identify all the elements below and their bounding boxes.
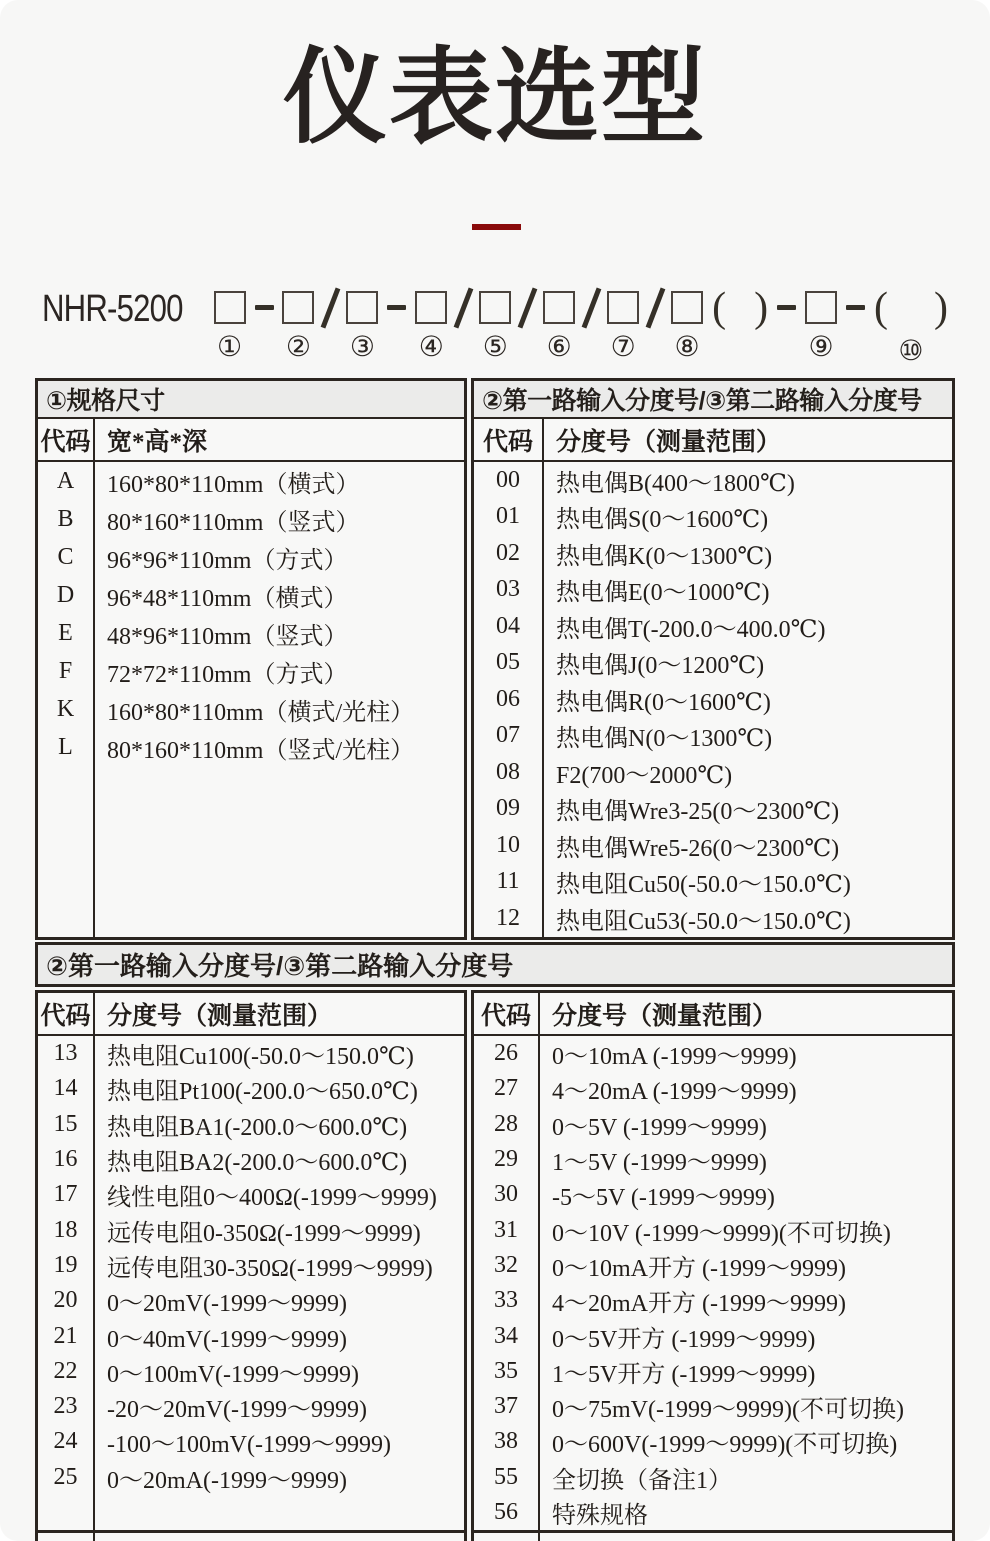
code-box bbox=[214, 291, 246, 324]
code-cell: 24 bbox=[53, 1428, 78, 1455]
model-unit bbox=[282, 288, 314, 362]
column-header-row bbox=[38, 419, 464, 462]
table-bottom-rule bbox=[38, 1530, 464, 1533]
label-cell: 80*160*110mm（竖式） bbox=[107, 509, 360, 536]
model-unit bbox=[543, 288, 575, 362]
table-row bbox=[474, 791, 952, 828]
label-cell: 热电偶R(0～1600℃) bbox=[556, 689, 771, 716]
model-unit bbox=[255, 288, 274, 348]
separator-slash-icon bbox=[323, 288, 337, 328]
code-box bbox=[282, 291, 314, 324]
model-unit bbox=[346, 288, 378, 362]
table-row bbox=[474, 1460, 952, 1495]
table-row bbox=[38, 500, 464, 538]
table-row bbox=[474, 1318, 952, 1353]
code-cell: 31 bbox=[494, 1216, 518, 1243]
label-cell: 72*72*110mm（方式） bbox=[107, 661, 348, 688]
slash-bar bbox=[581, 287, 601, 328]
label-cell: 热电偶N(0～1300℃) bbox=[556, 726, 773, 753]
model-unit bbox=[671, 288, 703, 362]
table-row bbox=[38, 1283, 464, 1318]
position-number: ⑨ bbox=[808, 332, 834, 363]
position-number: ④ bbox=[418, 332, 444, 363]
label-column-header: 分度号（测量范围） bbox=[552, 1002, 778, 1030]
input1-table-rows bbox=[474, 462, 952, 937]
code-cell: 22 bbox=[53, 1357, 78, 1384]
label-cell: 0～20mV(-1999～9999) bbox=[107, 1291, 347, 1318]
code-box bbox=[415, 291, 447, 324]
label-cell: F2(700～2000℃) bbox=[556, 762, 733, 789]
spec-size-table-header: ①规格尺寸 bbox=[38, 381, 464, 419]
code-cell: 35 bbox=[494, 1357, 518, 1384]
input-range-table-bottom-right-columns bbox=[474, 993, 952, 1541]
position-number: ① bbox=[216, 332, 243, 363]
separator-slash-icon bbox=[648, 288, 662, 328]
label-cell: 热电阻Cu53(-50.0～150.0℃) bbox=[556, 908, 851, 935]
code-cell: L bbox=[58, 733, 73, 760]
position-number: ⑥ bbox=[546, 332, 572, 363]
code-cell: 33 bbox=[494, 1287, 518, 1314]
label-cell: 特殊规格 bbox=[552, 1503, 648, 1529]
code-cell: 16 bbox=[53, 1146, 78, 1173]
table-row bbox=[474, 718, 952, 755]
separator-slash-icon bbox=[584, 288, 598, 328]
model-prefix-wrap bbox=[42, 288, 214, 330]
table-bottom-rule bbox=[474, 1530, 952, 1533]
label-cell: -100～100mV(-1999～9999) bbox=[107, 1432, 391, 1459]
model-unit bbox=[607, 288, 639, 362]
label-cell: 1～5V (-1999～9999) bbox=[552, 1150, 767, 1177]
section2 bbox=[35, 990, 955, 1541]
separator-dash-icon bbox=[387, 305, 406, 310]
code-box bbox=[805, 291, 837, 324]
label-cell: 热电偶B(400～1800℃) bbox=[556, 470, 795, 497]
label-cell: 热电偶T(-200.0～400.0℃) bbox=[556, 616, 826, 643]
table-row bbox=[38, 1177, 464, 1212]
table-row bbox=[38, 1389, 464, 1424]
section1 bbox=[35, 378, 955, 940]
code-cell: C bbox=[57, 543, 74, 570]
separator-dash-icon bbox=[777, 305, 796, 310]
slash-bar bbox=[645, 287, 665, 328]
label-cell: 热电偶S(0～1600℃) bbox=[556, 507, 769, 534]
label-cell: 0～75mV(-1999～9999)(不可切换) bbox=[552, 1397, 904, 1424]
position-number: ⑩ bbox=[898, 336, 924, 367]
code-box bbox=[346, 291, 378, 324]
model-unit bbox=[846, 288, 865, 348]
code-cell: 15 bbox=[53, 1110, 78, 1137]
column-header-row bbox=[474, 419, 952, 462]
input-range-table-bottom-left-columns bbox=[38, 993, 464, 1541]
label-cell: 96*96*110mm（方式） bbox=[107, 547, 348, 574]
label-cell: 热电偶Wre5-26(0～2300℃) bbox=[556, 835, 840, 862]
model-unit bbox=[214, 288, 246, 362]
table-row bbox=[474, 1142, 952, 1177]
page-title: 仪表选型 bbox=[282, 40, 707, 156]
code-cell: 32 bbox=[494, 1251, 518, 1278]
label-cell: 80*160*110mm（竖式/光柱） bbox=[107, 737, 415, 764]
label-cell: 4～20mA开方 (-1999～9999) bbox=[552, 1291, 846, 1318]
code-cell: B bbox=[57, 505, 74, 532]
slash-bar bbox=[453, 287, 473, 328]
table-row bbox=[474, 864, 952, 901]
code-cell: E bbox=[58, 619, 73, 646]
code-cell: 10 bbox=[496, 831, 520, 858]
code-cell: 23 bbox=[53, 1393, 78, 1420]
table-row bbox=[474, 608, 952, 645]
table-row bbox=[38, 1107, 464, 1142]
separator-parentheses bbox=[712, 285, 769, 331]
code-cell: 17 bbox=[53, 1181, 78, 1208]
code-cell: K bbox=[56, 695, 75, 722]
label-cell: 96*48*110mm（横式） bbox=[107, 585, 348, 612]
code-cell: 07 bbox=[496, 722, 520, 749]
code-cell: 30 bbox=[494, 1181, 518, 1208]
table-row bbox=[474, 535, 952, 572]
model-unit bbox=[584, 288, 598, 366]
slash-bar bbox=[517, 287, 537, 328]
selection-tables bbox=[35, 378, 955, 1541]
parenthesis-glyph: ( bbox=[873, 285, 888, 331]
code-cell: 05 bbox=[496, 649, 520, 676]
code-cell: F bbox=[58, 657, 73, 684]
code-cell: 25 bbox=[53, 1463, 78, 1490]
label-cell: 远传电阻30-350Ω(-1999～9999) bbox=[107, 1255, 433, 1282]
code-box bbox=[671, 291, 703, 324]
label-cell: 热电偶E(0～1000℃) bbox=[556, 580, 770, 607]
parenthesis-glyph: ( bbox=[712, 285, 727, 331]
table-row bbox=[474, 1036, 952, 1071]
column-header-row bbox=[474, 993, 952, 1036]
code-column-header: 代码 bbox=[482, 428, 533, 456]
table-row bbox=[474, 1389, 952, 1424]
input-range-table-top-header: ②第一路输入分度号/③第二路输入分度号 bbox=[474, 381, 952, 419]
code-cell: 34 bbox=[494, 1322, 518, 1349]
code-cell: 00 bbox=[496, 466, 520, 493]
label-cell: 热电偶Wre3-25(0～2300℃) bbox=[556, 799, 840, 826]
position-number: ⑧ bbox=[674, 332, 700, 363]
table-row bbox=[474, 1248, 952, 1283]
table-row bbox=[38, 1354, 464, 1389]
position-number: ② bbox=[285, 332, 312, 363]
table-row bbox=[474, 1495, 952, 1530]
code-cell: 18 bbox=[53, 1216, 78, 1243]
table-row bbox=[474, 754, 952, 791]
table-row bbox=[474, 499, 952, 536]
code-cell: 11 bbox=[496, 868, 520, 895]
label-cell: 0～10mA (-1999～9999) bbox=[552, 1044, 797, 1071]
model-code-diagram bbox=[42, 285, 948, 367]
table-row bbox=[474, 572, 952, 609]
label-cell: -5～5V (-1999～9999) bbox=[552, 1185, 775, 1212]
label-cell: 0～600V(-1999～9999)(不可切换) bbox=[552, 1432, 898, 1459]
code-box bbox=[479, 291, 511, 324]
table-row bbox=[38, 1248, 464, 1283]
label-cell: 热电偶J(0～1200℃) bbox=[556, 653, 765, 680]
label-cell: 远传电阻0-350Ω(-1999～9999) bbox=[107, 1220, 421, 1247]
code-cell: 03 bbox=[496, 576, 520, 603]
table-row bbox=[474, 1424, 952, 1459]
code-cell: 38 bbox=[494, 1428, 518, 1455]
spec-size-table bbox=[35, 378, 467, 940]
label-cell: 1～5V开方 (-1999～9999) bbox=[552, 1361, 816, 1388]
code-cell: 13 bbox=[53, 1040, 78, 1067]
code-cell: 26 bbox=[494, 1040, 518, 1067]
label-cell: 热电阻BA2(-200.0～600.0℃) bbox=[107, 1150, 408, 1177]
label-cell: 160*80*110mm（横式/光柱） bbox=[107, 699, 415, 726]
code-cell: 02 bbox=[496, 539, 520, 566]
separator-dash-icon bbox=[846, 305, 865, 310]
section2-header: ②第一路输入分度号/③第二路输入分度号 bbox=[35, 942, 955, 987]
code-cell: D bbox=[56, 581, 75, 608]
label-cell: 热电阻Cu100(-50.0～150.0℃) bbox=[107, 1044, 414, 1071]
table-row bbox=[38, 1036, 464, 1071]
position-number: ③ bbox=[349, 332, 375, 363]
input-range-table-top-columns bbox=[474, 419, 952, 937]
separator-slash-icon bbox=[456, 288, 470, 328]
code-cell: 37 bbox=[494, 1393, 518, 1420]
parenthesis-glyph: ) bbox=[754, 285, 769, 331]
table-row bbox=[474, 681, 952, 718]
table-row bbox=[38, 652, 464, 690]
table-row bbox=[38, 462, 464, 500]
label-column-header: 分度号（测量范围） bbox=[107, 1002, 333, 1030]
table-row bbox=[474, 1354, 952, 1389]
column-header-row bbox=[38, 993, 464, 1036]
code-cell: 14 bbox=[53, 1075, 78, 1102]
code-column-header: 代码 bbox=[40, 428, 91, 456]
model-unit bbox=[387, 288, 406, 348]
parenthesis-glyph: ) bbox=[933, 285, 948, 331]
code-cell: 55 bbox=[494, 1463, 518, 1490]
code-column-header: 代码 bbox=[40, 1002, 91, 1030]
label-column-header: 宽*高*深 bbox=[107, 428, 208, 456]
table-row bbox=[474, 1177, 952, 1212]
model-unit bbox=[873, 285, 948, 367]
label-cell: 0～100mV(-1999～9999) bbox=[107, 1361, 359, 1388]
table-row bbox=[38, 538, 464, 576]
table-row bbox=[38, 690, 464, 728]
input-range-table-top bbox=[471, 378, 955, 940]
model-unit bbox=[712, 285, 769, 366]
model-code-diagram-units bbox=[214, 285, 948, 367]
table-row bbox=[38, 1424, 464, 1459]
label-cell: 0～5V开方 (-1999～9999) bbox=[552, 1326, 816, 1353]
label-column-header: 分度号（测量范围） bbox=[556, 428, 782, 456]
table-row bbox=[38, 1142, 464, 1177]
label-cell: -20～20mV(-1999～9999) bbox=[107, 1397, 367, 1424]
code-cell: 06 bbox=[496, 685, 520, 712]
table-row bbox=[38, 1318, 464, 1353]
model-prefix: NHR-5200 bbox=[42, 288, 183, 330]
label-cell: 全切换（备注1） bbox=[552, 1467, 732, 1494]
model-unit bbox=[415, 288, 447, 362]
label-cell: 4～20mA (-1999～9999) bbox=[552, 1079, 797, 1106]
input2-right-table-rows bbox=[474, 1036, 952, 1530]
model-unit bbox=[777, 288, 796, 348]
model-unit bbox=[648, 288, 662, 366]
position-number: ⑤ bbox=[482, 332, 508, 363]
label-cell: 0～40mV(-1999～9999) bbox=[107, 1326, 347, 1353]
label-cell: 热电阻BA1(-200.0～600.0℃) bbox=[107, 1114, 408, 1141]
label-cell: 热电阻Pt100(-200.0～650.0℃) bbox=[107, 1079, 418, 1106]
code-cell: 28 bbox=[494, 1110, 518, 1137]
table-row bbox=[38, 614, 464, 652]
table-row bbox=[474, 1071, 952, 1106]
table-row bbox=[474, 1283, 952, 1318]
label-cell: 0～10mA开方 (-1999～9999) bbox=[552, 1255, 846, 1282]
code-box bbox=[543, 291, 575, 324]
label-cell: 160*80*110mm（横式） bbox=[107, 471, 360, 498]
spec-table-rows bbox=[38, 462, 464, 766]
model-unit bbox=[520, 288, 534, 366]
table-row bbox=[38, 1071, 464, 1106]
table-row bbox=[38, 1460, 464, 1495]
code-cell: 21 bbox=[53, 1322, 78, 1349]
code-cell: 04 bbox=[496, 612, 520, 639]
model-unit bbox=[456, 288, 470, 366]
table-row bbox=[474, 645, 952, 682]
model-unit bbox=[805, 288, 837, 362]
input2-left-table-rows bbox=[38, 1036, 464, 1495]
spec-size-table-columns bbox=[38, 419, 464, 937]
table-row bbox=[38, 576, 464, 614]
table-row bbox=[38, 1212, 464, 1247]
separator-dash-icon bbox=[255, 305, 274, 310]
separator-parentheses bbox=[873, 285, 948, 331]
code-cell: 01 bbox=[496, 503, 520, 530]
label-cell: 0～5V (-1999～9999) bbox=[552, 1114, 767, 1141]
code-column-header: 代码 bbox=[480, 1002, 531, 1030]
separator-slash-icon bbox=[520, 288, 534, 328]
label-cell: 48*96*110mm（竖式） bbox=[107, 623, 348, 650]
code-cell: 20 bbox=[53, 1287, 78, 1314]
code-box bbox=[607, 291, 639, 324]
table-row bbox=[474, 1212, 952, 1247]
code-cell: 29 bbox=[494, 1146, 518, 1173]
label-cell: 0～10V (-1999～9999)(不可切换) bbox=[552, 1220, 891, 1247]
position-number: ⑦ bbox=[610, 332, 636, 363]
code-cell: 08 bbox=[496, 758, 520, 785]
input-range-table-bottom-right bbox=[471, 990, 955, 1541]
table-row bbox=[38, 728, 464, 766]
label-cell: 0～20mA(-1999～9999) bbox=[107, 1467, 347, 1494]
code-cell: 56 bbox=[494, 1499, 518, 1525]
model-unit bbox=[323, 288, 337, 366]
code-cell: 27 bbox=[494, 1075, 518, 1102]
label-cell: 热电偶K(0～1300℃) bbox=[556, 543, 773, 570]
model-unit bbox=[479, 288, 511, 362]
code-cell: 09 bbox=[496, 795, 520, 822]
code-cell: 19 bbox=[53, 1251, 78, 1278]
table-row bbox=[474, 900, 952, 937]
table-row bbox=[474, 462, 952, 499]
slash-bar bbox=[321, 287, 341, 328]
input-range-table-bottom-left bbox=[35, 990, 467, 1541]
code-cell: 12 bbox=[496, 904, 520, 931]
label-cell: 线性电阻0～400Ω(-1999～9999) bbox=[107, 1185, 437, 1212]
table-row bbox=[474, 1107, 952, 1142]
table-row bbox=[474, 827, 952, 864]
label-cell: 热电阻Cu50(-50.0～150.0℃) bbox=[556, 872, 851, 899]
code-cell: A bbox=[56, 467, 75, 494]
red-divider bbox=[472, 224, 521, 230]
